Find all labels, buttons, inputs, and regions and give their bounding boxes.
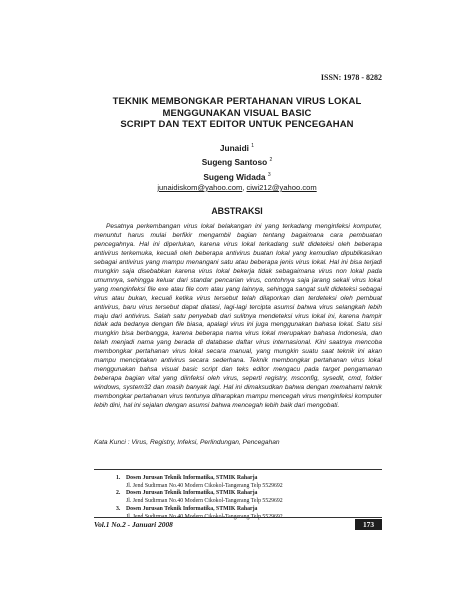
page-number: 173 [355,519,382,530]
author [0,169,474,183]
footnote-affiliation-text: Dosen Jurusan Teknik Informatika, STMIK Raharja [126,475,258,481]
footnote-number: 1. [116,475,121,481]
abstract-body: Pesatnya perkembangan virus lokal belakangan ini yang terkadang menginfeksi komputer, menuntut harus mulai berfikir mengambil bagian tentang bagaimana cara pembuatan pencegahnya. Hal ini diperlukan, karena virus lokal terkadang sulit dideteksi oleh beberapa antivirus terkemuka, kecuali oleh beberapa antivirus buatan lokal yang kemudian dipublikasikan sebagai antivirus yang mampu menangani satu atau beberapa jenis virus lokal. Hal ini bisa terjadi mungkin saja disebabkan karena virus lokal bekerja tidak sebagaimana virus non lokal pada umumnya, sehingga keluar dari standar pencarian virus, contohnya saja jarang sekali virus lokal yang menginfeksi file exe atau file com atau yang lainnya, sehingga sangat sulit dideteksi sebagai virus atau bukan, kecuali ketika virus tersebut telah dilaporkan dan terdeteksi oleh pembuat antivirus, baru virus tersebut dapat diatasi, lagi-lagi tercipta asumsi bahwa virus selangkah lebih maju dari antivirus. Salah satu penyebab dari sulitnya mendeteksi virus lokal ini, karena hampir tidak ada bedanya dengan file biasa, apalagi virus ini juga menggunakan bahasa lokal. Satu sisi mungkin bisa berbangga, karena beberapa nama virus lokal merupakan bahasa Indonesia, dan telah menjadi nama yang berada di database daftar virus internasional. Kini saatnya mencoba membongkar pertahanan virus lokal secara manual, yang mungkin suatu saat teknik ini akan mampu menciptakan antivirus secara sederhana. Teknik membongkar pertahanan virus lokal menggunakan bahsa visual basic script dan teks editor mengacu pada target pengamanan beberapa bagian vital yang diinfeksi oleh virus, seperti registry, msconfig, sysedit, cmd, folder windows, system32 dan masih banyak lagi. Hal ini dimaksudkan bahwa dengan memahami teknik membongkar pertahanan virus tentunya diharapkan mampu mencegah virus menginfeksi komputer lebih dini, hal ini sejalan dengan asumsi bahwa mencegah lebih baik dari mengobati. [94,223,382,410]
author-mark: 3 [267,171,271,178]
footnote-number: 3. [116,505,121,512]
footnote [116,506,283,521]
keywords: Kata Kunci : Virus, Registry, Infeksi, Perlindungan, Pencegahan [94,439,280,446]
footnotes [116,475,283,521]
email-link[interactable]: junaidiskom@yahoo.com [157,183,243,192]
footnote-address: Jl. Jend Sudirman No.40 Modern Cikokol-Tangerang Telp 5529692 [126,513,283,520]
footnote-affiliation [116,475,283,483]
email-link[interactable]: ciwi212@yahoo.com [246,183,317,192]
footnote-number: 2. [116,490,121,497]
author-name: Junaidi [219,142,249,153]
footnote-divider [94,469,382,470]
email-separator: , [242,183,247,192]
paper-title [0,96,474,131]
author-name: Sugeng Widada [203,171,266,182]
footnote-affiliation [116,490,283,498]
author-name: Sugeng Santoso [201,157,268,168]
footer-divider [94,517,382,518]
author-mark: 1 [251,143,255,149]
footnote-affiliation-text: Dosen Jurusan Teknik Informatika, STMIK Raharja [126,490,258,497]
author [0,140,474,154]
footnote [116,490,283,505]
title-line: TEKNIK MEMBONGKAR PERTAHANAN VIRUS LOKAL [112,96,362,107]
journal-info: Vol.1 No.2 - Januari 2008 [94,520,173,529]
title-line: MENGGUNAKAN VISUAL BASIC [162,107,312,119]
issn-label: ISSN: 1978 - 8282 [320,73,382,82]
author-emails [0,183,474,192]
author [0,154,474,168]
footnote-affiliation-text: Dosen Jurusan Teknik Informatika, STMIK Raharja [126,505,258,512]
author-list [0,140,474,183]
footnote [116,475,283,490]
footnote-affiliation [116,506,283,514]
footnote-address: Jl. Jend Sudirman No.40 Modern Cikokol-Tangerang Telp 5529692 [126,482,283,489]
abstract-heading: ABSTRAKSI [211,206,263,216]
title-line: SCRIPT DAN TEXT EDITOR UNTUK PENCEGAHAN [120,119,354,130]
author-mark: 2 [269,157,273,164]
footnote-address: Jl. Jend Sudirman No.40 Modern Cikokol-Tangerang Telp 5529692 [126,498,283,505]
